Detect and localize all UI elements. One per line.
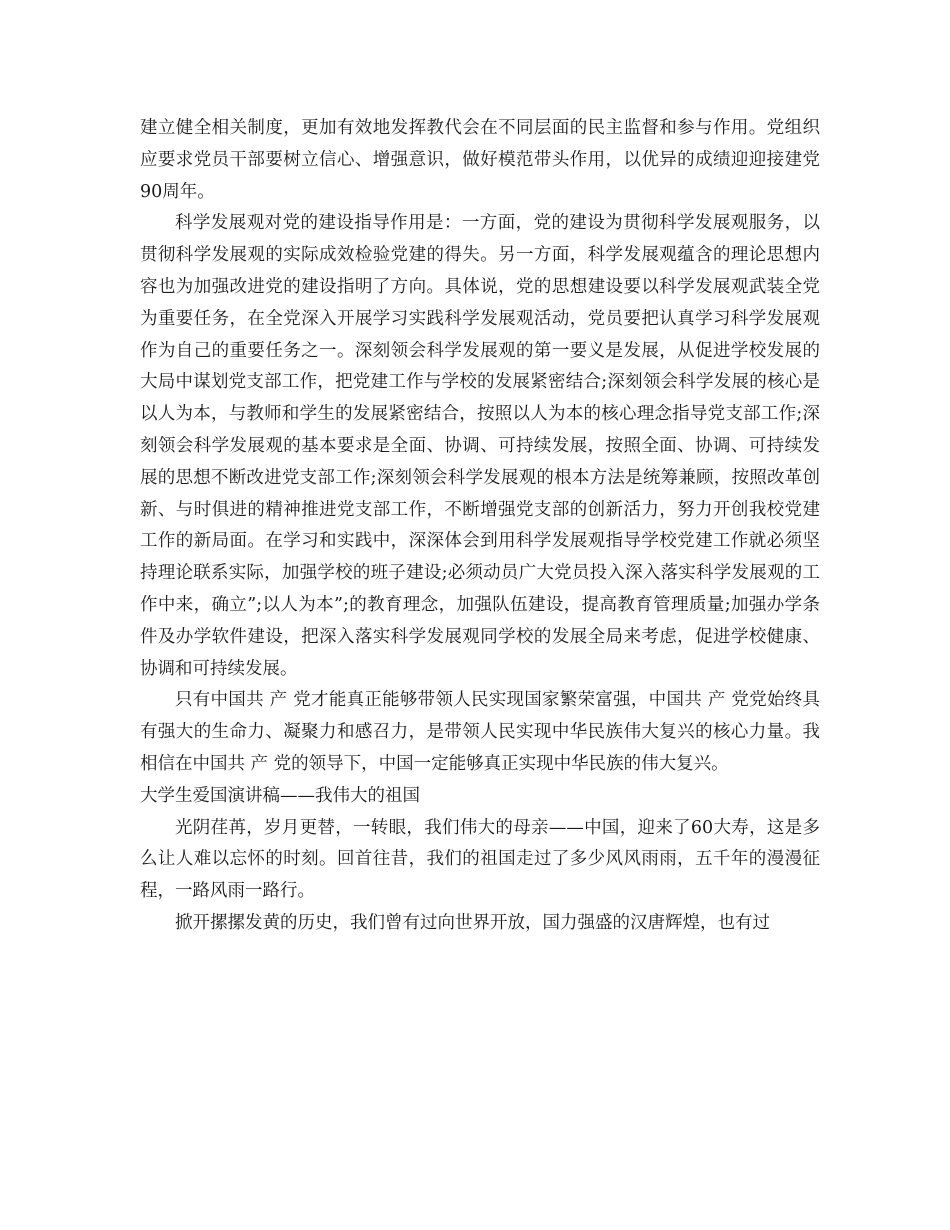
document-body [140, 113, 820, 940]
section-title: 大学生爱国演讲稿——我伟大的祖国 [140, 785, 420, 806]
paragraph-scientific-development: 科学发展观对党的建设指导作用是：一方面，党的建设为贯彻科学发展观服务，以贯彻科学发展观的实际成效检验党建的得失。另一方面，科学发展观蕴含的理论思想内容也为加强改进党的建设指明了方向。具体说，党的思想建设要以科学发展观武装全党为重要任务，在全党深入开展学习实践科学发展观活动，党员要把认真学习科学发展观作为自己的重要任务之一。深刻领会科学发展观的第一要义是发展，从促进学校发展的大局中谋划党支部工作，把党建工作与学校的发展紧密结合;深刻领会科学发展的核心是以人为本，与教师和学生的发展紧密结合，按照以人为本的核心理念指导党支部工作;深刻领会科学发展观的基本要求是全面、协调、可持续发展，按照全面、协调、可持续发展的思想不断改进党支部工作;深刻领会科学发展观的根本方法是统筹兼顾，按照改革创新、与时俱进的精神推进党支部工作，不断增强党支部的创新活力，努力开创我校党建工作的新局面。在学习和实践中，深深体会到用科学发展观指导学校党建工作就必须坚持理论联系实际，加强学校的班子建设;必须动员广大党员投入深入落实科学发展观的工作中来，确立”;以人为本”;的教育理念，加强队伍建设，提高教育管理质量;加强办学条件及办学软件建设，把深入落实科学发展观同学校的发展全局来考虑，促进学校健康、协调和可持续发展。 [140, 213, 820, 679]
paragraph-party-leadership: 只有中国共 产 党才能真正能够带领人民实现国家繁荣富强，中国共 产 党党始终具有强大的生命力、凝聚力和感召力，是带领人民实现中华民族伟大复兴的核心力量。我相信在中国共 产 党的领导下，中国一定能够真正实现中华民族的伟大复兴。 [140, 690, 820, 774]
paragraph-speech-history: 掀开摞摞发黄的历史，我们曾有过向世界开放，国力强盛的汉唐辉煌，也有过 [175, 912, 770, 933]
paragraph-continuation: 建立健全相关制度，更加有效地发挥教代会在不同层面的民主监督和参与作用。党组织应要求党员干部要树立信心、增强意识，做好模范带头作用，以优异的成绩迎迎接建党90周年。 [140, 118, 820, 202]
paragraph-speech-intro: 光阴荏苒，岁月更替，一转眼，我们伟大的母亲——中国，迎来了60大寿，这是多么让人难以忘怀的时刻。回首往昔，我们的祖国走过了多少风风雨雨，五千年的漫漫征程，一路风雨一路行。 [140, 817, 820, 902]
